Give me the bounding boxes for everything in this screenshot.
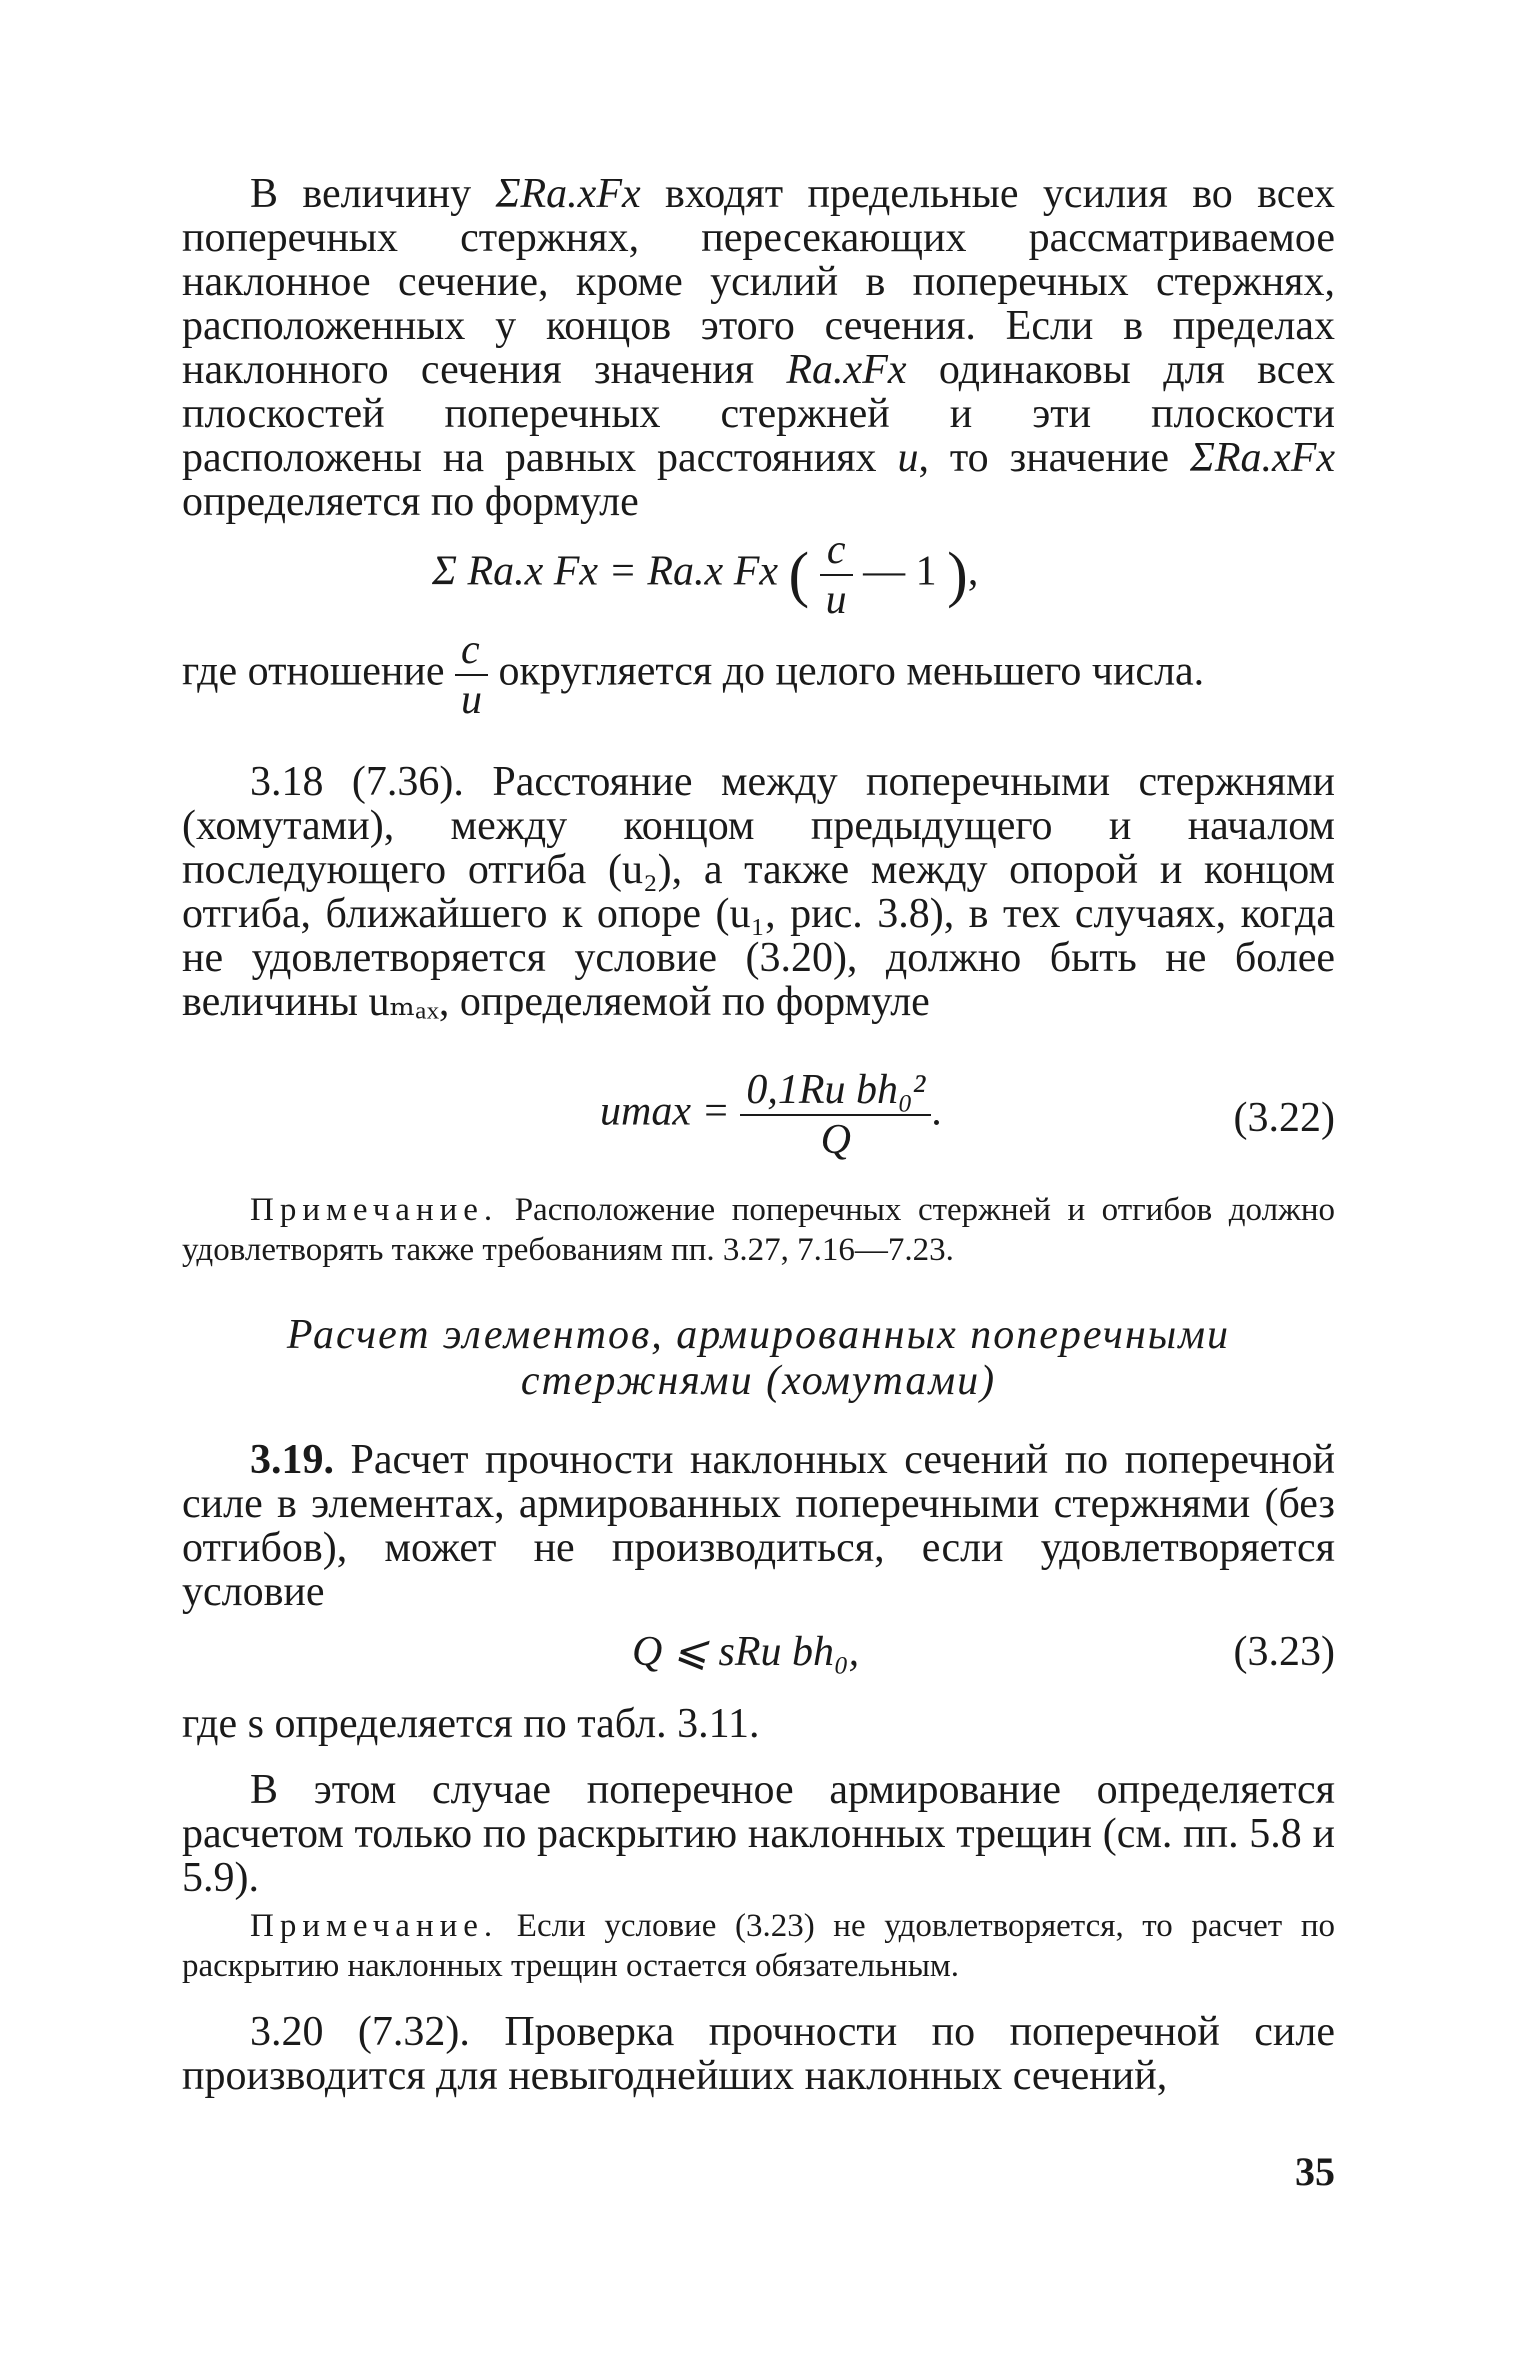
paragraph-3-19 [182,1438,1335,1614]
formula-punct: , [967,548,979,595]
math-expression: Rа.хFх [786,347,907,393]
text-run: Расчет прочности наклонных сечений по поперечной силе в элементах, армированных поперечными стержнями (без отгибов), может не производиться, если удовлетворяется условие [182,1437,1335,1615]
paragraph-text [182,760,1335,1024]
paragraph-sum-definition [182,172,1335,524]
heading-line: Расчет элементов, армированных поперечными [286,1312,1231,1358]
heading-line: стержнями (хомутами) [520,1358,997,1404]
paren-close-glyph: ) [947,541,968,609]
text-run: Проверка прочности по поперечной силе производится для невыгоднейших наклонных сечений, [182,2009,1335,2099]
text-run: Расстояние между поперечными стержнями (хомутами), между концом предыдущего и началом последующего отгиба (u₂), а также между опорой и концом отгиба, ближайшего к опоре (u₁, рис. 3.8), в тех случаях, когда не удовлетворяется условие (3.20), должно быть не более величины uₘₐₓ, определяемой по формуле [182,759,1336,1025]
math-variable: u [897,435,919,481]
math-expression: ΣRа.хFх [1189,435,1335,481]
text-run: В величину [250,171,496,217]
formula-expression: Q ⩽ sRи bh₀, [632,1629,860,1675]
section-number: 3.18 (7.36). [250,759,493,805]
paragraph-text: В этом случае поперечное армирование определяется расчетом только по раскрытию наклонных трещин (см. пп. 5.8 и 5.9). [182,1767,1335,1901]
text-run: где отношение [182,648,455,695]
paragraph-text [182,2010,1335,2098]
fraction-denominator: u [825,577,847,623]
note-text [182,1906,1335,1986]
note-label: Примечание. [250,1908,499,1944]
formula-condition [632,1630,859,1674]
fraction-numerator: c [820,528,853,576]
paragraph-3-20 [182,2010,1335,2098]
formula-lhs: Σ Rа.х Fх = Rа.х Fх [432,548,778,595]
paragraph-text [182,172,1335,524]
text-run: Расположение поперечных стержней и отгибов должно удовлетворять также требованиям пп. 3.27, 7.16—7.23. [182,1192,1335,1268]
section-number: 3.20 (7.32). [250,2009,470,2055]
formula-sum [432,528,978,622]
fraction [820,528,853,622]
note-label: Примечание. [250,1192,499,1228]
paragraph-text: где s определяется по табл. 3.11. [182,1701,760,1747]
section-number: 3.19. [250,1437,334,1483]
fraction-numerator: c [455,628,488,676]
paren-open-glyph: ( [788,541,810,609]
note-2 [182,1906,1335,1986]
fraction [740,1068,931,1162]
section-heading [182,1312,1335,1404]
text-run: определяется по формуле [182,479,639,525]
paragraph-text [182,628,1335,722]
equation-number: (3.22) [1233,1095,1335,1141]
formula-umax [600,1068,942,1162]
text-run: Если условие (3.23) не удовлетворяется, то расчет по раскрытию наклонных трещин остается обязательным. [182,1908,1335,1984]
paragraph-s-definition [182,1702,1335,1746]
page-number: 35 [1295,2149,1335,2194]
note-text [182,1190,1335,1270]
formula-term: — 1 [863,548,937,595]
formula-punct: . [931,1088,942,1135]
paragraph-ratio [182,628,1335,722]
paragraph-text [182,1438,1335,1614]
text-run: , то значение [918,435,1190,481]
formula-lhs: umax = [600,1088,730,1135]
fraction-numerator: 0,1Rи bh₀² [740,1068,931,1116]
fraction-denominator: u [461,677,482,723]
paragraph-3-18 [182,760,1335,1024]
equation-number: (3.23) [1233,1629,1335,1675]
paragraph-reinforcement [182,1768,1335,1900]
math-expression: ΣRа.хFх [495,171,641,217]
text-run: входят предельные усилия во всех поперечных стержнях, пересекающих рассматриваемое наклонное сечение, кроме усилий в поперечных стержнях, расположенных у концов этого сечения. Если в пределах наклонного сечения значения [182,171,1335,393]
fraction [455,628,488,722]
text-run: округляется до целого меньшего числа. [498,648,1205,695]
note-1 [182,1190,1335,1270]
fraction-denominator: Q [820,1117,851,1163]
text-run: одинаковы для всех плоскостей поперечных стержней и эти плоскости расположены на равных расстояниях [182,347,1335,481]
